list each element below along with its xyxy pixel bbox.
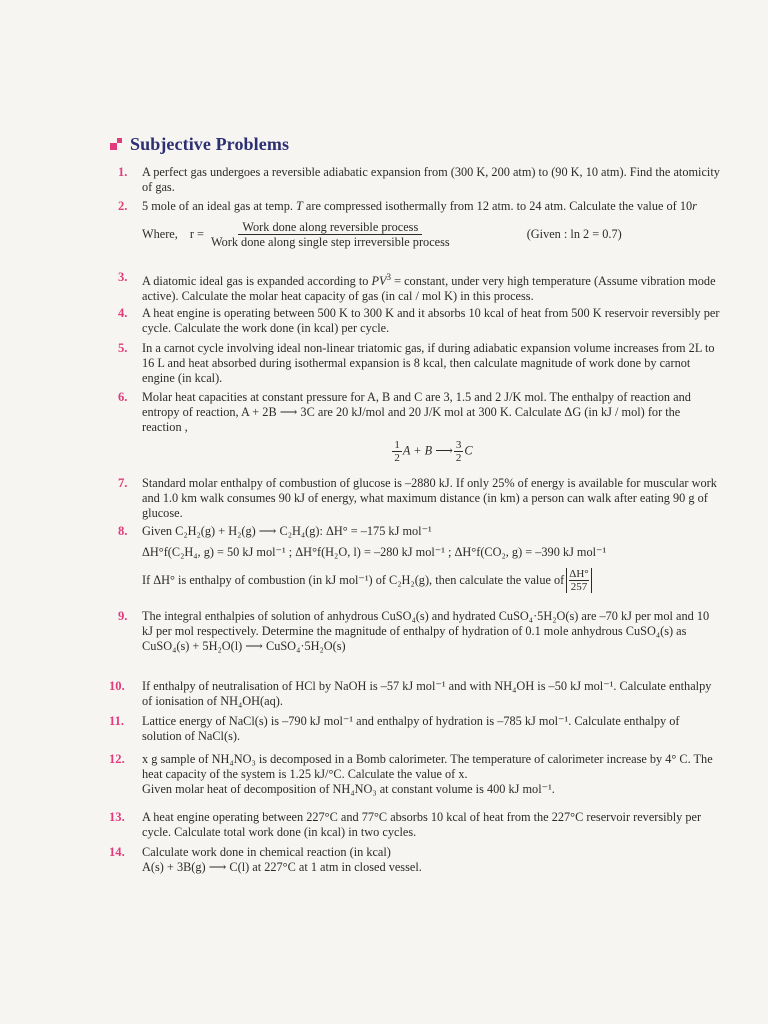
- problem-number: 2.: [118, 199, 128, 213]
- exponent: 3: [386, 272, 392, 282]
- problem-number: 9.: [118, 609, 128, 623]
- problem-line-1: Given C₂H₂(g) + H₂(g) ⟶ C₂H₄(g): ΔH° = –175 kJ mol⁻¹: [142, 524, 432, 538]
- problem-13: [109, 810, 722, 840]
- problem-text: x g sample of NH₄NO₃ is decomposed in a Bomb calorimeter. The temperature of calorimeter increase by 4° C. The heat capacity of the system is 1.25 kJ/°C. Calculate the value of x.: [142, 752, 713, 781]
- fraction-numerator: ΔH°: [569, 568, 589, 580]
- where-label: Where,: [142, 227, 178, 241]
- problem-text: In a carnot cycle involving ideal non-linear triatomic gas, if during adiabatic expansion volume increases from 2L to 16 L and heat absorbed during isothermal expansion is 8 kcal, then calculate magnitude of work done by carnot engine (in kcal).: [142, 341, 715, 385]
- text-part: are compressed isothermally from 12 atm. to 24 atm. Calculate the value of 10: [302, 199, 693, 213]
- problem-text: Molar heat capacities at constant pressure for A, B and C are 3, 1.5 and 2 J/K mol. The enthalpy of reaction and entropy of reaction, A + 2B ⟶ 3C are 20 kJ/mol and 20 J/K mol at 300 K. Calculate ΔG (in kJ / mol) for the reaction ,: [142, 390, 691, 434]
- problem-5: [118, 341, 722, 386]
- problem-number: 11.: [109, 714, 125, 728]
- variable-t: T: [296, 199, 303, 213]
- absolute-fraction: [566, 568, 591, 593]
- text-part: If ΔH° is enthalpy of combustion (in kJ mol⁻¹) of C₂H₂(g), then calculate the value of: [142, 573, 565, 587]
- problem-number: 14.: [109, 845, 125, 859]
- section-heading: [110, 134, 289, 155]
- bullet-squares-icon: [110, 138, 124, 152]
- problem-equation: CuSO₄(s) + 5H₂O(l) ⟶ CuSO₄·5H₂O(s): [142, 639, 346, 653]
- ratio-fraction: [207, 220, 454, 249]
- problem-text: The integral enthalpies of solution of anhydrous CuSO₄(s) and hydrated CuSO₄·5H₂O(s) are –70 kJ per mol and 10 kJ per mol respectively. Determine the magnitude of enthalpy of hydration of 0.1 mole anhydrous CuSO₄(s) as: [142, 609, 710, 638]
- problem-9: [118, 609, 722, 654]
- text-part: 5 mole of an ideal gas at temp.: [142, 199, 297, 213]
- problem-14: [109, 845, 722, 875]
- fraction-numerator: 1: [394, 439, 400, 451]
- problem-text: If enthalpy of neutralisation of HCl by NaOH is –57 kJ mol⁻¹ and with NH₄OH is –50 kJ mol⁻¹. Calculate enthalpy of ionisation of NH₄OH(aq).: [142, 679, 712, 708]
- problem-10: [109, 679, 722, 709]
- problem-text: A heat engine operating between 227°C and 77°C absorbs 10 kcal of heat from the 227°C reservoir reversibly per cycle. Calculate total work done (in kcal) in two cycles.: [142, 810, 702, 839]
- problem-text: A heat engine is operating between 500 K to 300 K and it absorbs 10 kcal of heat from 500 K reservoir reversibly per cycle. Calculate the work done (in kcal) per cycle.: [142, 306, 720, 335]
- r-equals: r =: [189, 227, 204, 241]
- problem-number: 13.: [109, 810, 125, 824]
- problem-3: [118, 270, 722, 304]
- fraction-denominator: Work done along single step irreversible process: [210, 235, 450, 249]
- problem-number: 1.: [118, 165, 128, 179]
- fraction-denominator: 257: [570, 581, 588, 593]
- problem-6: [118, 390, 722, 464]
- problem-text: Calculate work done in chemical reaction (in kcal): [142, 845, 391, 859]
- fraction-denominator: 2: [394, 452, 400, 464]
- text-part: = constant, under very high temperature (Assume vibration mode active). Calculate the molar heat capacity of gas (in cal / mol K) in this process.: [142, 274, 716, 303]
- problem-number: 4.: [118, 306, 128, 320]
- problem-number: 3.: [118, 270, 128, 284]
- problem-11: [109, 714, 722, 744]
- problem-number: 12.: [109, 752, 125, 766]
- fraction-three-halves: [454, 439, 464, 464]
- problem-number: 10.: [109, 679, 125, 693]
- section-title: Subjective Problems: [130, 134, 290, 154]
- problem-text: Lattice energy of NaCl(s) is –790 kJ mol⁻¹ and enthalpy of hydration is –785 kJ mol⁻¹. Calculate enthalpy of solution of NaCl(s).: [142, 714, 680, 743]
- fraction-numerator: 3: [455, 439, 462, 451]
- problem-line-2: ΔH°f(C₂H₄, g) = 50 kJ mol⁻¹ ; ΔH°f(H₂O, l) = –280 kJ mol⁻¹ ; ΔH°f(CO₂, g) = –390 kJ mol⁻¹: [142, 545, 607, 559]
- equation-middle: A + B ⟶: [402, 443, 453, 458]
- problem-equation: A(s) + 3B(g) ⟶ C(l) at 227°C at 1 atm in closed vessel.: [142, 860, 422, 874]
- problem-number: 6.: [118, 390, 128, 404]
- problem-given: Given molar heat of decomposition of NH₄NO₃ at constant volume is 400 kJ mol⁻¹.: [142, 782, 555, 796]
- fraction-numerator: Work done along reversible process: [238, 220, 422, 235]
- fraction-half: [392, 439, 402, 464]
- problem-text: A perfect gas undergoes a reversible adiabatic expansion from (300 K, 200 atm) to (90 K, 10 atm). Find the atomicity of gas.: [142, 165, 720, 194]
- problem-text: [142, 199, 722, 214]
- text-part: A diatomic ideal gas is expanded according to: [142, 274, 372, 288]
- equation-end: C: [464, 443, 473, 458]
- problem-1: [118, 165, 722, 195]
- reaction-equation: [142, 439, 722, 464]
- problem-2: [118, 199, 722, 249]
- variable-pv: PV: [371, 274, 387, 288]
- problem-text: [142, 270, 722, 304]
- ratio-definition: [142, 220, 722, 249]
- problem-number: 5.: [118, 341, 128, 355]
- variable-r: r: [692, 199, 697, 213]
- problem-8: [118, 524, 722, 593]
- given-note: (Given : ln 2 = 0.7): [526, 227, 622, 241]
- problem-line-3: [142, 568, 722, 593]
- problem-text: Standard molar enthalpy of combustion of glucose is –2880 kJ. If only 25% of energy is available for muscular work and 1.0 km walk consumes 90 kJ of energy, what maximum distance (in km) a person can walk after eating 90 g of glucose.: [142, 476, 717, 520]
- problem-4: [118, 306, 722, 336]
- problem-number: 8.: [118, 524, 128, 538]
- problem-12: [109, 752, 722, 797]
- fraction-denominator: 2: [455, 452, 462, 464]
- problem-7: [118, 476, 722, 521]
- problem-number: 7.: [118, 476, 128, 490]
